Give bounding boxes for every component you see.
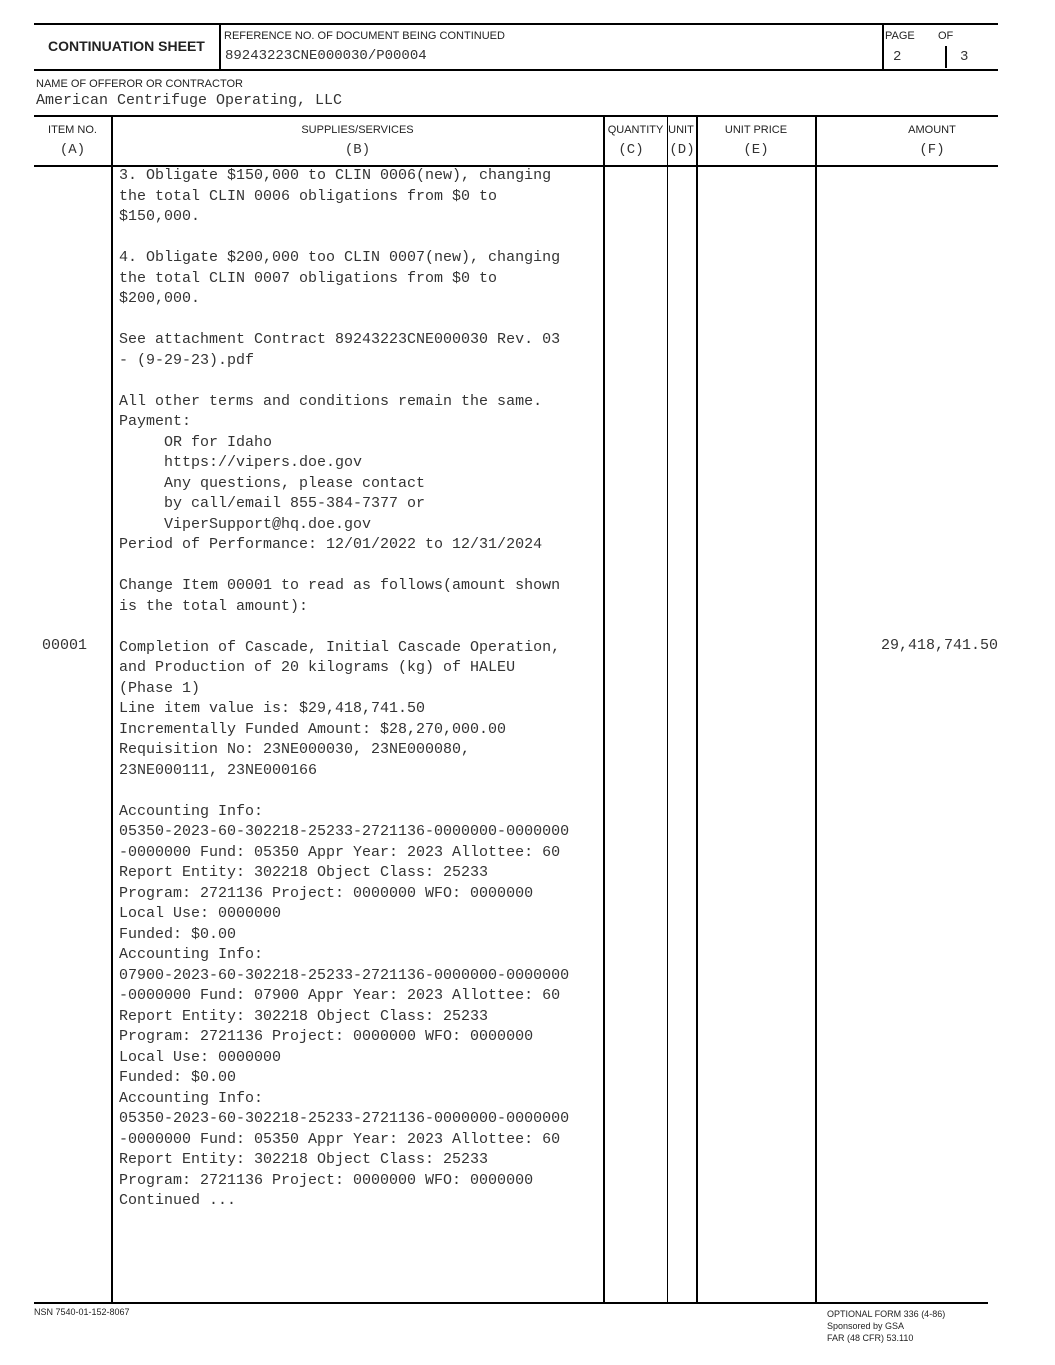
col-head-supplies: SUPPLIES/SERVICES <box>301 124 414 136</box>
col-head-item-no: ITEM NO. <box>48 124 97 136</box>
reference-label: REFERENCE NO. OF DOCUMENT BEING CONTINUED <box>224 30 505 42</box>
reference-value: 89243223CNE000030/P00004 <box>225 48 427 64</box>
header-divider-title <box>219 24 221 70</box>
form-title: CONTINUATION SHEET <box>48 38 205 54</box>
header-top-rule <box>34 23 998 25</box>
col-divider-c-d <box>667 116 668 1302</box>
offeror-name: American Centrifuge Operating, LLC <box>36 92 343 109</box>
page-label: PAGE <box>885 30 915 42</box>
header-bottom-rule <box>34 69 998 71</box>
header-divider-page <box>882 24 884 70</box>
col-head-quantity: QUANTITY <box>607 124 664 136</box>
of-label: OF <box>938 30 954 42</box>
col-head-unit: UNIT <box>668 124 694 136</box>
supplies-services-text: 3. Obligate $150,000 to CLIN 0006(new), changing the total CLIN 0006 obligations from $0 to $150,000. 4. Obligate $200,000 too CLIN 0007(new), changing the total CLIN 0007 obligations from $0 to $200,000. See attachment Contract 89243223CNE000030 Rev. 03 - (9-29-23).pdf All other terms and conditions remain the same. Payment: OR for Idaho https://vipers.doe.gov Any questions, please contact by call/email 855-384-7377 or ViperSupport@hq.doe.gov Period of Performance: 12/01/2022 to 12/31/2024 Change Item 00001 to read as follows(amount shown is the total amount): Completion of Cascade, Initial Cascade Operation, and Production of 20 kilograms (kg) of HALEU (Phase 1) Line item value is: $29,418,741.50 Incrementally Funded Amount: $28,270,000.00 Requisition No: 23NE000030, 23NE000080, 23NE000111, 23NE000166 Accounting Info: 05350-2023-60-302218-25233-2721136-0000000-0000000 -0000000 Fund: 05350 Appr Year: 2023 Allottee: 60 Report Entity: 302218 Object Class: 25233 Program: 2721136 Project: 0000000 WFO: 0000000 Local Use: 0000000 Funded: $0.00 Accounting Info: 07900-2023-60-302218-25233-2721136-0000000-0000000 -0000000 Fund: 07900 Appr Year: 2023 Allottee: 60 Report Entity: 302218 Object Class: 25233 Program: 2721136 Project: 0000000 WFO: 0000000 Local Use: 0000000 Funded: $0.00 Accounting Info: 05350-2023-60-302218-25233-2721136-0000000-0000000 -0000000 Fund: 05350 Appr Year: 2023 Allottee: 60 Report Entity: 302218 Object Class: 25233 Program: 2721136 Project: 0000000 WFO: 0000000 Continued ... <box>119 167 570 1209</box>
col-letter-e: (E) <box>743 142 769 158</box>
col-divider-a-b <box>111 116 113 1302</box>
page-number: 2 <box>893 49 902 65</box>
col-divider-b-c <box>603 116 605 1302</box>
item-number: 00001 <box>42 637 88 654</box>
table-bottom-rule <box>34 1302 988 1304</box>
col-head-amount: AMOUNT <box>908 124 956 136</box>
col-divider-e-f <box>815 116 817 1302</box>
item-amount: 29,418,741.50 <box>880 637 998 654</box>
col-letter-f: (F) <box>919 142 945 158</box>
col-letter-a: (A) <box>59 142 86 158</box>
optional-form-label: OPTIONAL FORM 336 (4-86) <box>827 1309 946 1319</box>
sponsor-label: Sponsored by GSA <box>827 1321 905 1331</box>
offeror-label: NAME OF OFFEROR OR CONTRACTOR <box>36 78 243 90</box>
table-top-rule <box>34 115 998 117</box>
col-letter-d: (D) <box>669 142 695 158</box>
nsn-number: NSN 7540-01-152-8067 <box>34 1307 130 1317</box>
col-letter-b: (B) <box>344 142 371 158</box>
page-of-divider <box>945 46 947 68</box>
far-reference: FAR (48 CFR) 53.110 <box>827 1333 914 1343</box>
page-total: 3 <box>960 49 969 65</box>
col-letter-c: (C) <box>618 142 644 158</box>
col-divider-d-e <box>696 116 698 1302</box>
col-head-unit-price: UNIT PRICE <box>724 124 788 136</box>
